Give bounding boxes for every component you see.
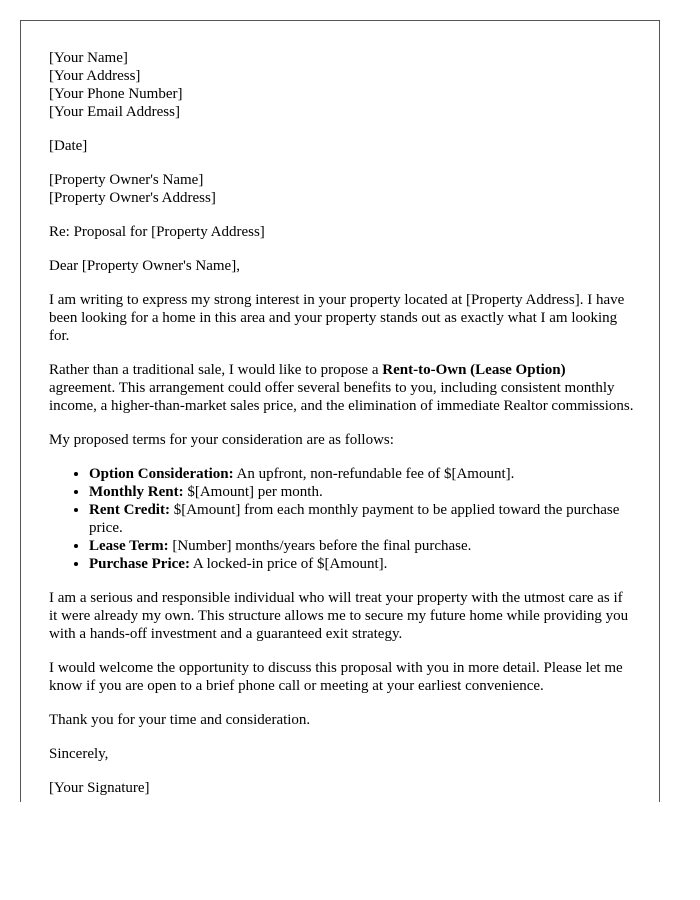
term-label: Lease Term: <box>89 538 169 554</box>
term-text: $[Amount] per month. <box>183 484 323 500</box>
term-text: An upfront, non-refundable fee of $[Amount]. <box>233 466 515 482</box>
term-label: Option Consideration: <box>89 466 234 482</box>
term-item-purchase-price <box>89 555 634 573</box>
signature-line: [Your Signature] <box>49 780 150 796</box>
recipient-name: [Property Owner's Name] <box>49 172 204 188</box>
term-label: Monthly Rent: <box>89 484 184 500</box>
term-label: Rent Credit: <box>89 502 170 518</box>
term-text: $[Amount] from each monthly payment to be applied toward the purchase price. <box>89 502 620 536</box>
letter-page <box>20 20 660 802</box>
recipient-block <box>49 171 634 207</box>
proposal-text-before: Rather than a traditional sale, I would like to propose a <box>49 362 383 378</box>
terms-list <box>49 465 634 573</box>
date-block <box>49 137 634 155</box>
term-item-rent-credit <box>89 501 634 537</box>
terms-intro: My proposed terms for your consideration are as follows: <box>49 432 394 448</box>
thanks-line: Thank you for your time and consideration. <box>49 712 311 728</box>
term-item-lease-term <box>89 537 634 555</box>
proposal-highlight: Rent-to-Own (Lease Option) <box>382 362 566 378</box>
commitment-paragraph: I am a serious and responsible individual who will treat your property with the utmost care as if it were already my own. This structure allows me to secure my future home while providing you with a hands-off investment and a guaranteed exit strategy. <box>49 590 629 642</box>
term-text: A locked-in price of $[Amount]. <box>189 556 388 572</box>
proposal-paragraph <box>49 361 634 415</box>
sender-name: [Your Name] <box>49 50 128 66</box>
subject-line: Re: Proposal for [Property Address] <box>49 224 265 240</box>
sender-address: [Your Address] <box>49 68 141 84</box>
discussion-paragraph: I would welcome the opportunity to discuss this proposal with you in more detail. Please let me know if you are open to a brief phone call or meeting at your earliest convenience. <box>49 660 623 694</box>
sender-email: [Your Email Address] <box>49 104 180 120</box>
letter-content <box>49 49 634 802</box>
closing-line: Sincerely, <box>49 746 109 762</box>
term-item-monthly-rent <box>89 483 634 501</box>
intro-paragraph: I am writing to express my strong interest in your property located at [Property Address]. I have been looking for a home in this area and your property stands out as exactly what I am looking for. <box>49 292 625 344</box>
proposal-text-after: agreement. This arrangement could offer several benefits to you, including consistent monthly income, a higher-than-market sales price, and the elimination of immediate Realtor commissions. <box>49 380 634 414</box>
recipient-address: [Property Owner's Address] <box>49 190 216 206</box>
sender-phone: [Your Phone Number] <box>49 86 183 102</box>
letter-date: [Date] <box>49 138 88 154</box>
term-item-option-consideration <box>89 465 634 483</box>
salutation: Dear [Property Owner's Name], <box>49 258 240 274</box>
term-text: [Number] months/years before the final purchase. <box>168 538 472 554</box>
term-label: Purchase Price: <box>89 556 190 572</box>
sender-block <box>49 49 634 121</box>
